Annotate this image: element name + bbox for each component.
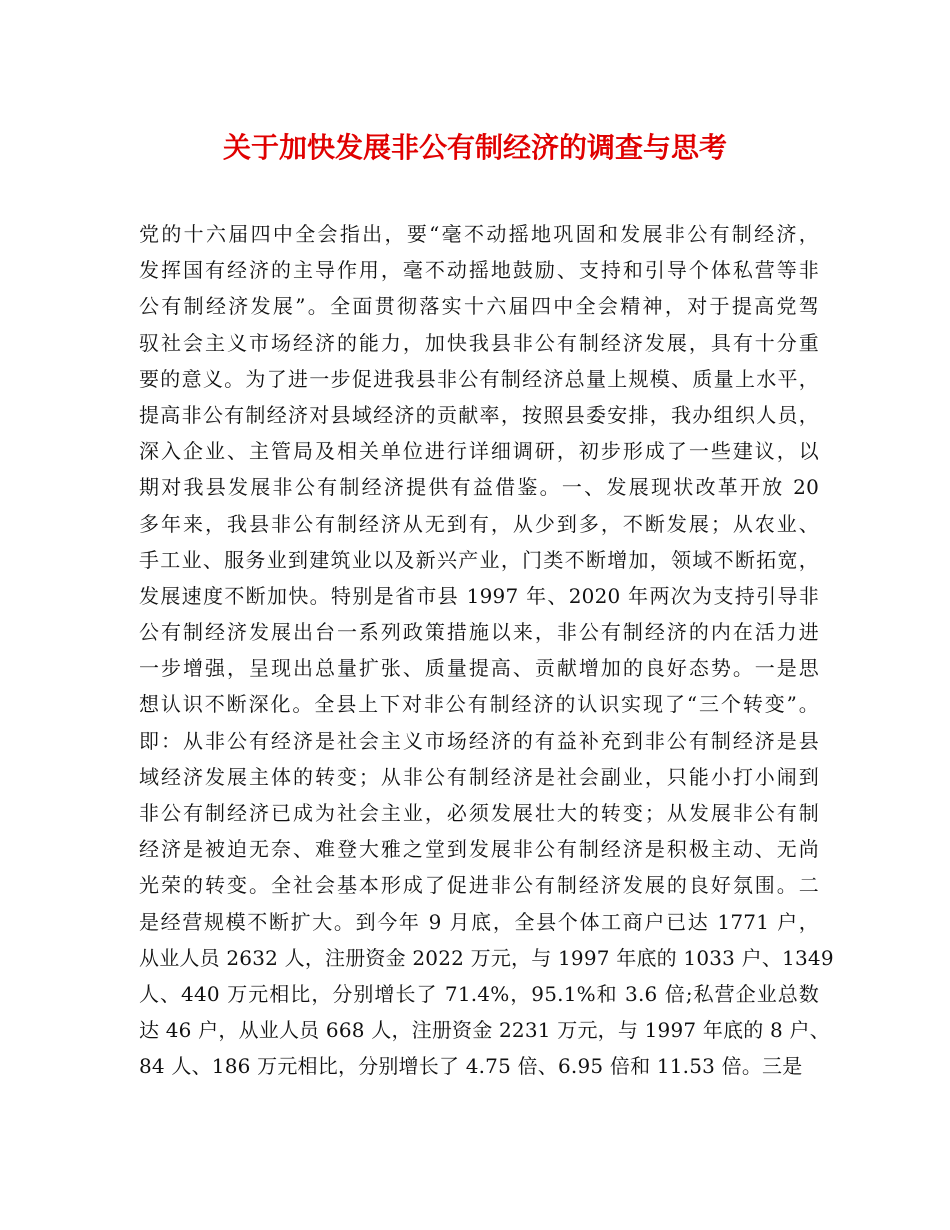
body-line: 公有制经济发展”。全面贯彻落实十六届四中全会精神，对于提高党驾 <box>139 294 819 319</box>
body-line: 深入企业、主管局及相关单位进行详细调研，初步形成了一些建议，以 <box>139 439 819 464</box>
body-line: 发展速度不断加快。特别是省市县 1997 年、2020 年两次为支持引导非 <box>139 583 819 608</box>
document-title: 关于加快发展非公有制经济的调查与思考 <box>222 131 727 164</box>
document-body <box>139 216 834 1085</box>
body-line: 手工业、服务业到建筑业以及新兴产业，门类不断增加，领域不断拓宽， <box>139 547 819 572</box>
body-line: 即：从非公有经济是社会主义市场经济的有益补充到非公有制经济是县 <box>139 728 819 753</box>
body-line: 公有制经济发展出台一系列政策措施以来，非公有制经济的内在活力进 <box>139 620 819 645</box>
body-line: 域经济发展主体的转变；从非公有制经济是社会副业，只能小打小闹到 <box>139 764 819 789</box>
body-line: 经济是被迫无奈、难登大雅之堂到发展非公有制经济是积极主动、无尚 <box>139 837 819 862</box>
body-line: 84 人、186 万元相比，分别增长了 4.75 倍、6.95 倍和 11.53 倍。三是 <box>139 1054 803 1079</box>
body-line: 多年来，我县非公有制经济从无到有，从少到多，不断发展；从农业、 <box>139 511 819 536</box>
body-line: 提高非公有制经济对县域经济的贡献率，按照县委安排，我办组织人员， <box>139 402 819 427</box>
body-line: 期对我县发展非公有制经济提供有益借鉴。一、发展现状改革开放 20 <box>139 475 819 500</box>
body-line: 党的十六届四中全会指出，要“毫不动摇地巩固和发展非公有制经济， <box>139 222 819 246</box>
body-line: 一步增强，呈现出总量扩张、质量提高、贡献增加的良好态势。一是思 <box>139 656 819 681</box>
body-line: 驭社会主义市场经济的能力，加快我县非公有制经济发展，具有十分重 <box>139 330 819 355</box>
body-line: 达 46 户，从业人员 668 人，注册资金 2231 万元，与 1997 年底的 8 户、 <box>139 1018 830 1043</box>
body-line: 光荣的转变。全社会基本形成了促进非公有制经济发展的良好氛围。二 <box>139 873 819 898</box>
body-line: 想认识不断深化。全县上下对非公有制经济的认识实现了“三个转变”。 <box>139 692 819 717</box>
body-line: 人、440 万元相比，分别增长了 71.4%，95.1%和 3.6 倍;私营企业总数 <box>139 981 819 1006</box>
body-line: 从业人员 2632 人，注册资金 2022 万元，与 1997 年底的 1033 户、1349 <box>139 945 834 970</box>
body-line: 要的意义。为了进一步促进我县非公有制经济总量上规模、质量上水平， <box>139 366 819 391</box>
body-line: 非公有制经济已成为社会主业，必须发展壮大的转变；从发展非公有制 <box>139 801 819 825</box>
body-line: 发挥国有经济的主导作用，毫不动摇地鼓励、支持和引导个体私营等非 <box>139 258 819 283</box>
body-line: 是经营规模不断扩大。到今年 9 月底，全县个体工商户已达 1771 户， <box>139 909 819 934</box>
